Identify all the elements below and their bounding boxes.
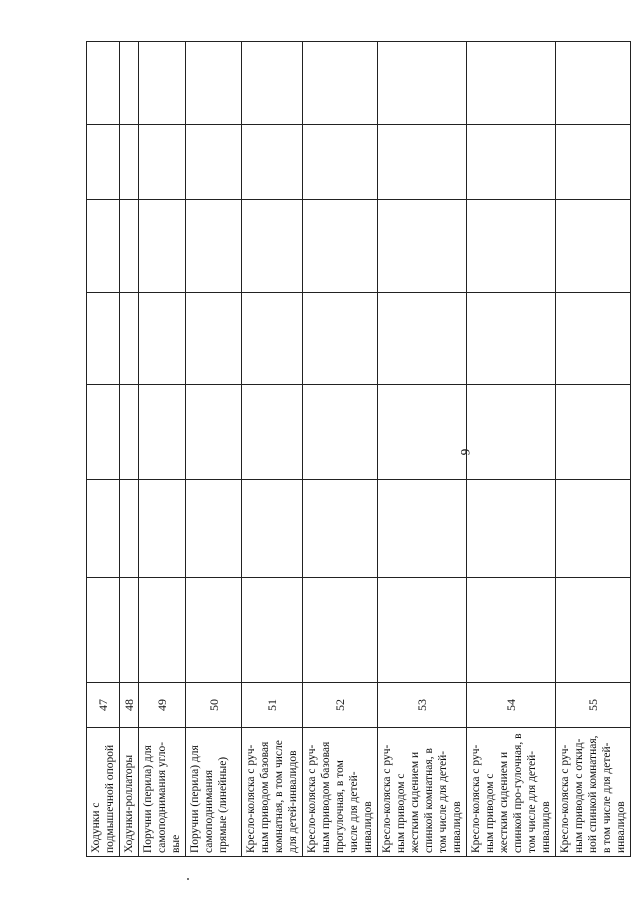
empty-cell: [120, 480, 139, 578]
item-name: Ходунки с подмышечной опорой: [87, 728, 120, 857]
empty-cell: [87, 293, 120, 385]
table-row: [556, 42, 631, 857]
empty-cell: [556, 385, 631, 480]
empty-cell: [186, 293, 242, 385]
table-row: [242, 42, 303, 857]
empty-cell: [378, 385, 467, 480]
empty-cell: [242, 293, 303, 385]
empty-cell: [556, 200, 631, 293]
table-container: [86, 42, 627, 857]
item-number: 48: [120, 683, 139, 728]
item-number: 53: [378, 683, 467, 728]
empty-cell: [120, 42, 139, 125]
empty-cell: [467, 125, 556, 200]
item-number: 49: [139, 683, 186, 728]
item-number: 51: [242, 683, 303, 728]
empty-cell: [303, 200, 378, 293]
empty-cell: [139, 480, 186, 578]
empty-cell: [242, 42, 303, 125]
table-row: [120, 42, 139, 857]
empty-cell: [186, 42, 242, 125]
empty-cell: [467, 42, 556, 125]
empty-cell: [120, 293, 139, 385]
empty-cell: [556, 480, 631, 578]
item-number: 47: [87, 683, 120, 728]
item-name: Поручни (перила) для самоподнимания угло-вые: [139, 728, 186, 857]
equipment-table: [86, 41, 631, 857]
empty-cell: [120, 200, 139, 293]
empty-cell: [378, 200, 467, 293]
empty-cell: [242, 125, 303, 200]
empty-cell: [556, 125, 631, 200]
empty-cell: [242, 385, 303, 480]
empty-cell: [87, 480, 120, 578]
empty-cell: [139, 578, 186, 683]
table-row: [378, 42, 467, 857]
empty-cell: [378, 578, 467, 683]
empty-cell: [378, 125, 467, 200]
empty-cell: [186, 578, 242, 683]
item-name: Кресло-коляска с руч-ным приводом с жестким сидением и спинкой про-гулочная, в том числе для детей-инвалидов: [467, 728, 556, 857]
empty-cell: [303, 293, 378, 385]
table-row: [186, 42, 242, 857]
empty-cell: [87, 385, 120, 480]
empty-cell: [139, 200, 186, 293]
empty-cell: [303, 125, 378, 200]
empty-cell: [186, 480, 242, 578]
empty-cell: [556, 578, 631, 683]
empty-cell: [303, 578, 378, 683]
empty-cell: [87, 200, 120, 293]
stray-mark: [187, 878, 189, 880]
empty-cell: [467, 200, 556, 293]
item-number: 54: [467, 683, 556, 728]
empty-cell: [242, 200, 303, 293]
empty-cell: [139, 293, 186, 385]
item-name: Кресло-коляска с руч-ным приводом с жестким сидением и спинкой комнатная, в том числе для детей-инвалидов: [378, 728, 467, 857]
empty-cell: [556, 293, 631, 385]
empty-cell: [467, 578, 556, 683]
empty-cell: [467, 480, 556, 578]
empty-cell: [120, 125, 139, 200]
table-row: [303, 42, 378, 857]
empty-cell: [378, 42, 467, 125]
empty-cell: [303, 480, 378, 578]
empty-cell: [139, 125, 186, 200]
item-name: Кресло-коляска с руч-ным приводом базовая прогулочная, в том числе для детей-инвалидов: [303, 728, 378, 857]
empty-cell: [87, 42, 120, 125]
item-number: 52: [303, 683, 378, 728]
empty-cell: [303, 385, 378, 480]
empty-cell: [120, 385, 139, 480]
item-name: Кресло-коляска с руч-ным приводом базовая комнатная, в том числе для детей-инвалидов: [242, 728, 303, 857]
empty-cell: [467, 385, 556, 480]
item-number: 55: [556, 683, 631, 728]
item-number: 50: [186, 683, 242, 728]
empty-cell: [378, 480, 467, 578]
empty-cell: [186, 200, 242, 293]
empty-cell: [378, 293, 467, 385]
empty-cell: [139, 42, 186, 125]
empty-cell: [186, 385, 242, 480]
empty-cell: [242, 480, 303, 578]
empty-cell: [303, 42, 378, 125]
empty-cell: [120, 578, 139, 683]
table-row: [87, 42, 120, 857]
empty-cell: [139, 385, 186, 480]
item-name: Поручни (перила) для самоподнимания прямые (линейные): [186, 728, 242, 857]
empty-cell: [87, 578, 120, 683]
empty-cell: [556, 42, 631, 125]
item-name: Ходунки-роллаторы: [120, 728, 139, 857]
empty-cell: [242, 578, 303, 683]
empty-cell: [186, 125, 242, 200]
empty-cell: [467, 293, 556, 385]
table-row: [139, 42, 186, 857]
empty-cell: [87, 125, 120, 200]
item-name: Кресло-коляска с руч-ным приводом с откид-ной спинкой комнатная, в том числе для детей-инвалидов: [556, 728, 631, 857]
table-row: [467, 42, 556, 857]
page-number: 9: [457, 448, 473, 456]
